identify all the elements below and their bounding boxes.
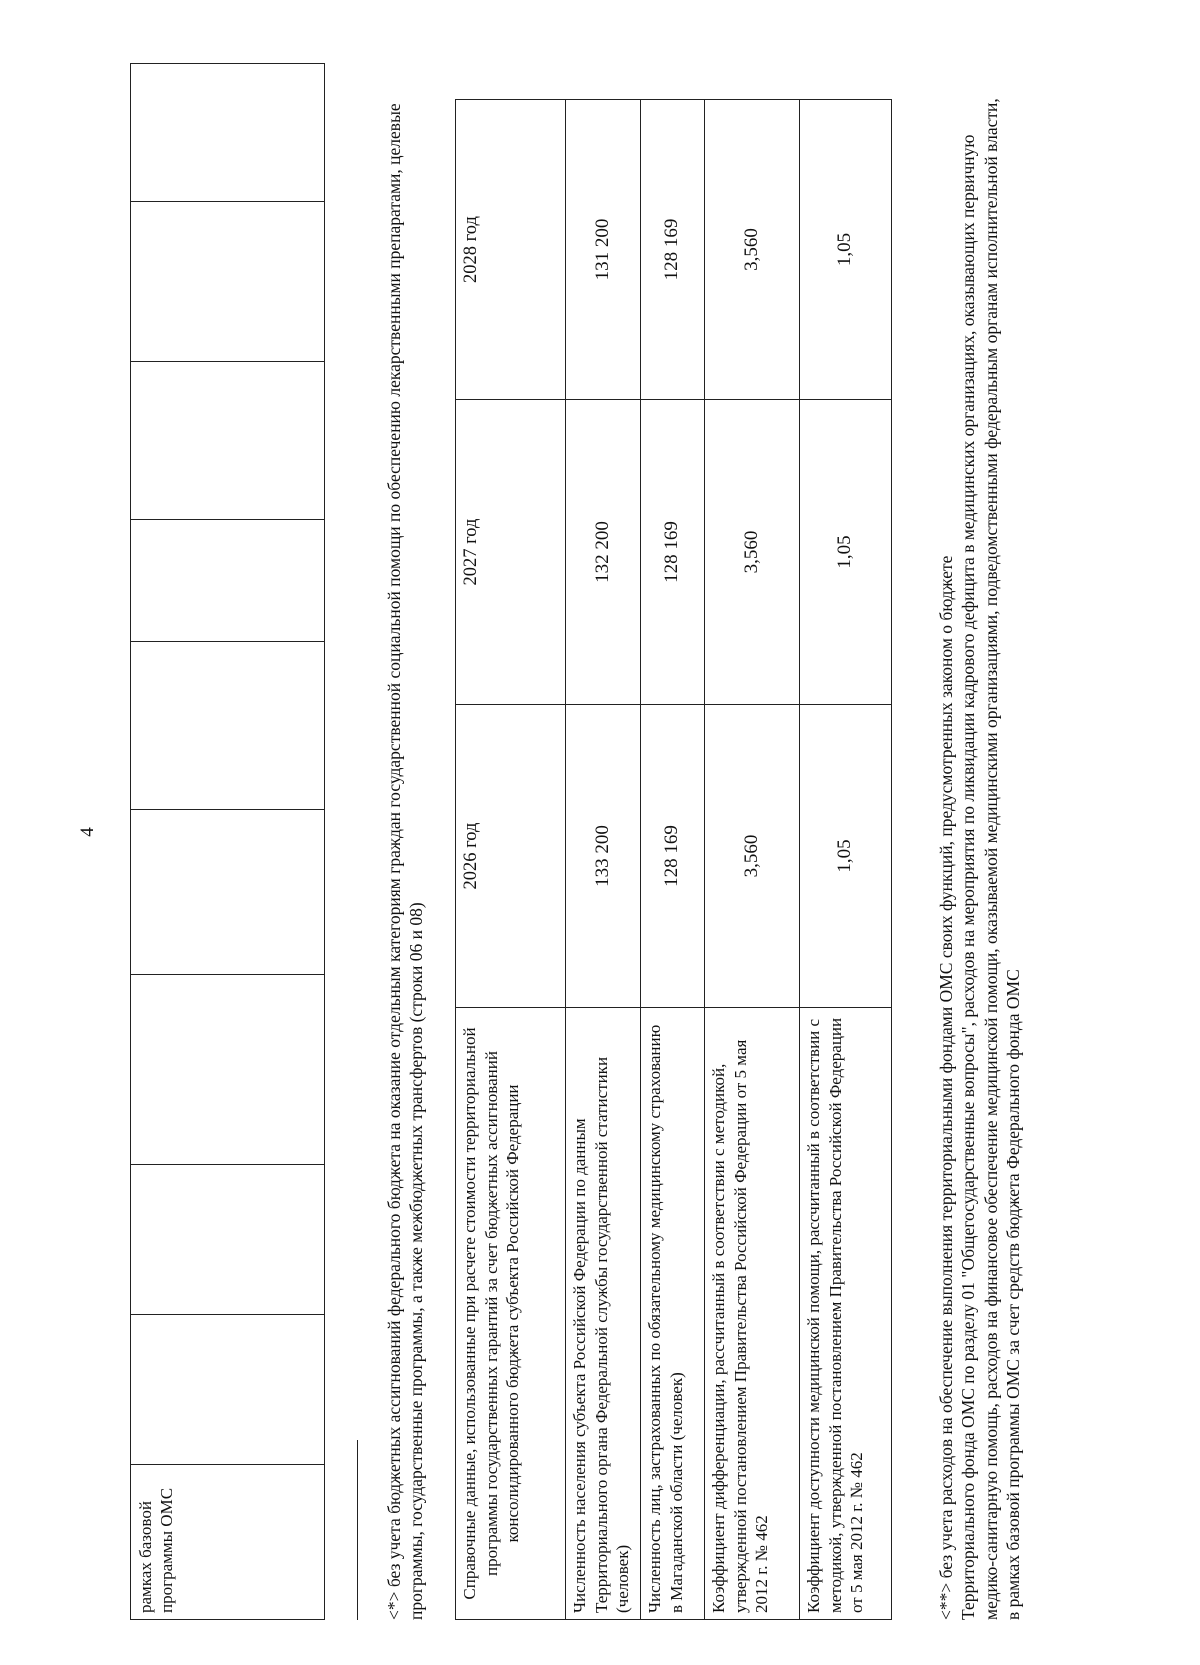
top-table-cell bbox=[131, 202, 325, 362]
top-table-cell bbox=[131, 642, 325, 810]
top-table-cell bbox=[131, 64, 325, 202]
row-value: 132 200 bbox=[566, 400, 641, 705]
top-table-cell bbox=[131, 362, 325, 520]
top-table-first-cell: рамках базовой программы ОМС bbox=[131, 1465, 325, 1620]
row-value: 131 200 bbox=[566, 100, 641, 400]
table-header-row bbox=[456, 100, 566, 1620]
year-header: 2027 год bbox=[456, 400, 566, 705]
table-row bbox=[641, 100, 705, 1620]
top-table-cell bbox=[131, 810, 325, 975]
top-table-cell bbox=[131, 975, 325, 1165]
footnote2-line2: Территориального фонда ОМС по разделу 01 "Общегосударственные вопросы", расходов на мероприятия по ликвидации кадрового дефицита в медицинских организациях, оказывающих первичную медико-санитарную помощь, расходов на финансовое обеспечение медицинской помощи, оказываемой медицинскими организациями, подведомственными федеральным органам исполнительной власти, в рамках базовой программы ОМС за счет средств бюджета Федерального фонда ОМС bbox=[958, 98, 1024, 1620]
top-table-cell bbox=[131, 1315, 325, 1465]
year-header: 2026 год bbox=[456, 705, 566, 1008]
table-row bbox=[566, 100, 641, 1620]
row-label: Численность населения субъекта Российской Федерации по данным Территориального органа Федеральной службы государственной статистики (человек) bbox=[566, 1008, 641, 1620]
row-value: 3,560 bbox=[705, 100, 800, 400]
top-table-cell bbox=[131, 1165, 325, 1315]
table-row bbox=[705, 100, 800, 1620]
row-value: 1,05 bbox=[800, 705, 892, 1008]
row-value: 3,560 bbox=[705, 400, 800, 705]
year-header: 2028 год bbox=[456, 100, 566, 400]
row-label: Численность лиц, застрахованных по обязательному медицинскому страхованию в Магаданской области (человек) bbox=[641, 1008, 705, 1620]
footnote-double-asterisk bbox=[935, 90, 1025, 1620]
table-row bbox=[800, 100, 892, 1620]
header-label-cell: Справочные данные, использованные при расчете стоимости территориальной программы государственных гарантий за счет бюджетных ассигнований консолидированного бюджета субъекта Российской Федерации bbox=[456, 1008, 566, 1620]
landscape-content bbox=[90, 60, 1200, 1640]
row-value: 128 169 bbox=[641, 705, 705, 1008]
footnote2-line1: <**> без учета расходов на обеспечение выполнения территориальными фондами ОМС своих функций, предусмотренных законом о бюджете bbox=[936, 555, 956, 1620]
row-label: Коэффициент доступности медицинской помощи, рассчитанный в соответствии с методикой, утвержденной постановлением Правительства Российской Федерации от 5 мая 2012 г. № 462 bbox=[800, 1008, 892, 1620]
reference-data-table bbox=[455, 99, 892, 1620]
row-label: Коэффициент дифференциации, рассчитанный в соответствии с методикой, утвержденной постановлением Правительства Российской Федерации от 5 мая 2012 г. № 462 bbox=[705, 1008, 800, 1620]
footnote-single-asterisk: <*> без учета бюджетных ассигнований федерального бюджета на оказание отдельным категориям граждан государственной социальной помощи по обеспечению лекарственными препаратами, целевые программы, государственные программы, а также межбюджетных трансфертов (строки 06 и 08) bbox=[384, 103, 427, 1620]
top-table-cell bbox=[131, 520, 325, 642]
row-value: 128 169 bbox=[641, 400, 705, 705]
footnote-separator bbox=[357, 1440, 358, 1620]
row-value: 128 169 bbox=[641, 100, 705, 400]
row-value: 133 200 bbox=[566, 705, 641, 1008]
page-number: 4 bbox=[77, 827, 98, 837]
row-value: 3,560 bbox=[705, 705, 800, 1008]
top-table-fragment bbox=[130, 63, 325, 1620]
row-value: 1,05 bbox=[800, 100, 892, 400]
row-value: 1,05 bbox=[800, 400, 892, 705]
